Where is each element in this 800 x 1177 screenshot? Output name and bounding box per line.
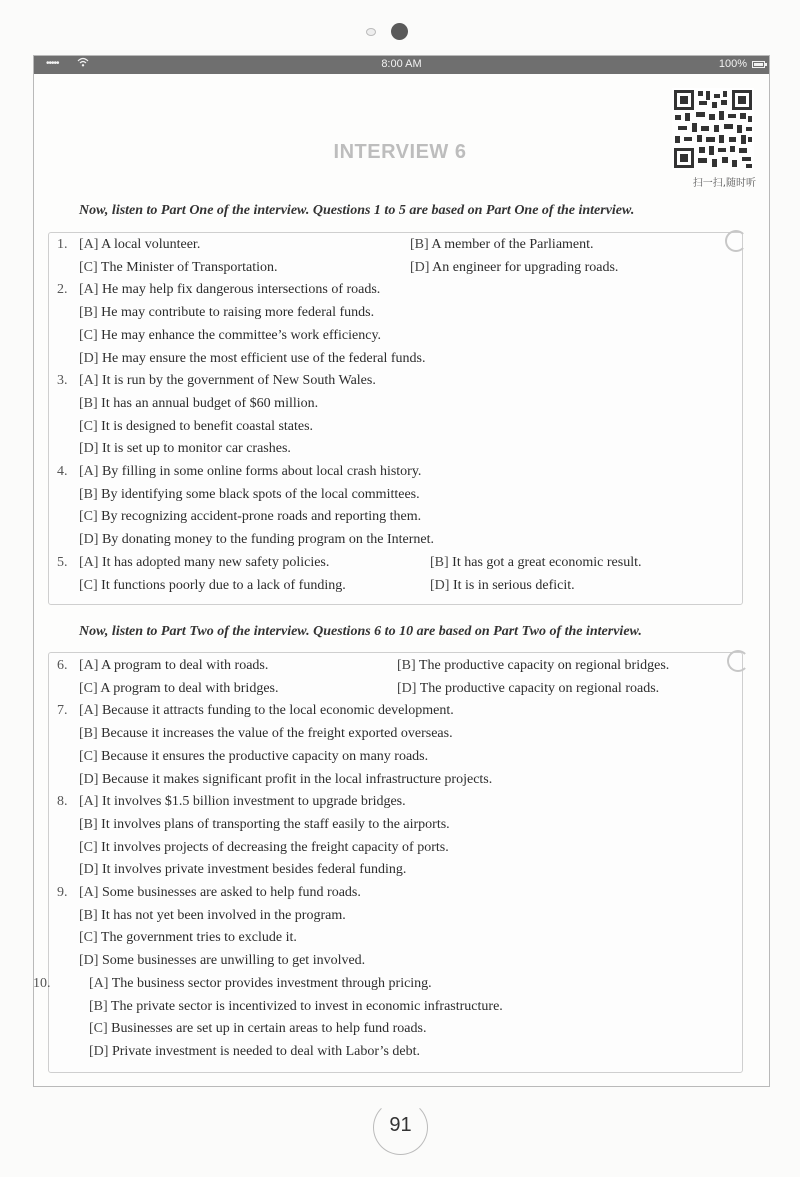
option-line	[57, 282, 68, 298]
option-text: It is designed to benefit coastal states.	[101, 418, 314, 434]
question-number: 4.	[57, 464, 68, 479]
option-text: Because it makes significant profit in the local infrastructure projects.	[101, 771, 493, 787]
option-line	[79, 794, 406, 810]
option-text: Some businesses are unwilling to get involved.	[101, 953, 366, 969]
option-label: [B]	[79, 907, 98, 923]
option-label: [C]	[79, 839, 98, 855]
option-line	[79, 953, 365, 969]
question-number: 8.	[57, 794, 68, 810]
qr-code[interactable]	[672, 88, 754, 170]
option-text: Businesses are set up in certain areas to help fund roads.	[111, 1021, 427, 1037]
option-line	[79, 487, 420, 503]
option-line	[57, 794, 68, 810]
option-label: [B]	[79, 486, 98, 502]
option-line	[397, 658, 669, 674]
option-label: [A]	[79, 282, 99, 298]
option-line	[397, 681, 659, 697]
question-number: 1.	[57, 237, 68, 252]
option-line	[79, 464, 421, 480]
option-label: [C]	[79, 930, 98, 946]
option-line	[57, 237, 68, 253]
option-text: Private investment is needed to deal with Labor’s debt.	[111, 1043, 420, 1059]
option-label: [D]	[79, 441, 99, 457]
option-line	[79, 305, 374, 321]
option-line	[410, 260, 618, 276]
option-line	[89, 976, 432, 992]
option-text: It involves projects of decreasing the freight capacity of ports.	[101, 839, 449, 855]
option-text: It involves private investment besides federal funding.	[101, 862, 407, 878]
option-text: It involves $1.5 billion investment to upgrade bridges.	[101, 794, 406, 810]
option-text: Because it ensures the productive capacity on many roads.	[101, 748, 429, 764]
option-text: It functions poorly due to a lack of funding.	[101, 577, 346, 593]
option-text: It has got a great economic result.	[452, 554, 642, 570]
option-label: [C]	[79, 748, 98, 764]
option-text: It has not yet been involved in the program.	[101, 907, 346, 923]
option-label: [C]	[79, 577, 98, 593]
battery-icon	[752, 61, 765, 68]
option-label: [B]	[410, 237, 429, 252]
option-label: [A]	[79, 464, 99, 479]
option-text: Because it attracts funding to the local economic development.	[101, 703, 454, 719]
option-line	[79, 282, 380, 298]
option-text: Some businesses are asked to help fund roads.	[101, 885, 361, 900]
option-line	[79, 930, 297, 946]
option-line	[57, 555, 68, 571]
option-label: [A]	[79, 237, 99, 252]
option-text: It is in serious deficit.	[452, 577, 575, 593]
option-text: By donating money to the funding program on the Internet.	[101, 532, 434, 548]
option-label: [C]	[79, 418, 98, 434]
question-number: 9.	[57, 885, 68, 900]
option-line	[79, 555, 329, 571]
part-two-instruction: Now, listen to Part Two of the interview. Questions 6 to 10 are based on Part Two of the interview.	[79, 624, 642, 639]
option-text: It is run by the government of New South Wales.	[101, 373, 376, 389]
option-label: [A]	[79, 373, 99, 389]
option-label: [B]	[79, 726, 98, 742]
front-sensor	[366, 28, 376, 36]
option-line	[430, 555, 642, 571]
option-line	[79, 373, 376, 389]
option-label: [A]	[79, 703, 99, 719]
option-line	[79, 441, 291, 457]
battery-percent: 100%	[718, 58, 747, 70]
option-label: [C]	[79, 509, 98, 525]
option-line	[79, 260, 277, 276]
audio-play-icon[interactable]	[725, 230, 747, 252]
part-one-instruction: Now, listen to Part One of the interview. Questions 1 to 5 are based on Part One of the interview.	[79, 203, 635, 218]
option-line	[57, 373, 68, 389]
option-label: [A]	[79, 554, 99, 570]
option-text: By recognizing accident-prone roads and reporting them.	[101, 509, 422, 525]
page-number: 91	[389, 1114, 412, 1136]
option-line	[57, 885, 68, 901]
option-line	[89, 999, 503, 1015]
option-line	[79, 908, 346, 924]
option-text: He may enhance the committee’s work efficiency.	[101, 327, 382, 343]
option-line	[79, 578, 346, 594]
qr-caption: 扫一扫,随时听	[692, 178, 756, 189]
option-text: By filling in some online forms about local crash history.	[101, 464, 422, 479]
option-line	[79, 658, 268, 674]
front-camera	[391, 23, 408, 40]
option-line	[79, 328, 381, 344]
option-line	[79, 419, 313, 435]
option-line	[57, 703, 68, 719]
question-number: 7.	[57, 703, 68, 719]
option-label: [B]	[89, 998, 108, 1014]
question-number: 5.	[57, 554, 68, 570]
option-label: [A]	[79, 658, 99, 673]
question-number: 2.	[57, 282, 68, 298]
option-label: [D]	[410, 259, 430, 275]
option-label: [D]	[430, 577, 450, 593]
option-text: An engineer for upgrading roads.	[432, 259, 619, 275]
option-line	[79, 772, 492, 788]
option-label: [D]	[79, 953, 99, 969]
option-text: It is set up to monitor car crashes.	[101, 441, 291, 457]
option-label: [A]	[79, 794, 99, 810]
option-text: A program to deal with bridges.	[100, 680, 279, 696]
option-line	[89, 1044, 420, 1060]
option-line	[79, 396, 318, 412]
option-text: He may contribute to raising more federal funds.	[101, 305, 375, 321]
page-number-badge	[373, 1100, 428, 1155]
option-line	[79, 532, 434, 548]
option-text: It involves plans of transporting the staff easily to the airports.	[101, 816, 450, 832]
status-time: 8:00 AM	[381, 58, 422, 70]
question-number: 6.	[57, 658, 68, 673]
option-line	[79, 237, 200, 253]
option-label: [D]	[79, 771, 99, 787]
option-line	[79, 726, 453, 742]
option-line	[410, 237, 594, 253]
status-bar	[34, 56, 769, 74]
option-line	[79, 817, 450, 833]
option-line	[89, 1021, 426, 1037]
option-text: The productive capacity on regional roads.	[419, 680, 660, 696]
option-line	[430, 578, 575, 594]
option-label: [D]	[397, 680, 417, 696]
option-line	[57, 658, 68, 674]
option-line	[79, 840, 449, 856]
option-label: [C]	[79, 327, 98, 343]
question-number: 3.	[57, 373, 68, 389]
option-label: [B]	[430, 554, 449, 570]
question-number: 10.	[33, 975, 51, 991]
option-label: [B]	[79, 395, 98, 411]
option-line	[79, 351, 426, 367]
option-line	[79, 862, 406, 878]
option-text: A member of the Parliament.	[431, 237, 594, 252]
option-text: He may help fix dangerous intersections of roads.	[101, 282, 381, 298]
option-text: The Minister of Transportation.	[100, 259, 278, 275]
signal-strength-icon: •••••	[46, 58, 59, 69]
option-text: The productive capacity on regional bridges.	[418, 658, 670, 673]
option-label: [D]	[79, 862, 99, 878]
option-label: [A]	[79, 885, 99, 900]
page-title: INTERVIEW 6	[333, 141, 467, 163]
option-label: [D]	[89, 1043, 109, 1059]
option-text: The business sector provides investment through pricing.	[111, 975, 432, 991]
option-label: [C]	[79, 680, 98, 696]
option-label: [D]	[79, 532, 99, 548]
option-text: The government tries to exclude it.	[100, 930, 297, 946]
option-text: The private sector is incentivized to invest in economic infrastructure.	[110, 998, 503, 1014]
option-text: It has adopted many new safety policies.	[101, 554, 330, 570]
option-text: He may ensure the most efficient use of the federal funds.	[101, 350, 426, 366]
option-text: Because it increases the value of the freight exported overseas.	[101, 726, 453, 742]
option-line	[79, 749, 428, 765]
option-line	[79, 681, 278, 697]
option-line	[33, 976, 51, 992]
option-label: [A]	[89, 975, 109, 991]
audio-play-icon[interactable]	[727, 650, 749, 672]
option-line	[79, 703, 454, 719]
option-text: It has an annual budget of $60 million.	[101, 395, 319, 411]
option-text: By identifying some black spots of the local committees.	[101, 486, 420, 502]
option-line	[79, 885, 361, 901]
option-text: A local volunteer.	[101, 237, 201, 252]
option-label: [B]	[79, 305, 98, 321]
option-line	[79, 509, 421, 525]
option-label: [B]	[79, 816, 98, 832]
option-label: [C]	[79, 259, 98, 275]
option-label: [D]	[79, 350, 99, 366]
option-line	[57, 464, 68, 480]
option-label: [B]	[397, 658, 416, 673]
option-label: [C]	[89, 1021, 108, 1037]
option-text: A program to deal with roads.	[101, 658, 269, 673]
